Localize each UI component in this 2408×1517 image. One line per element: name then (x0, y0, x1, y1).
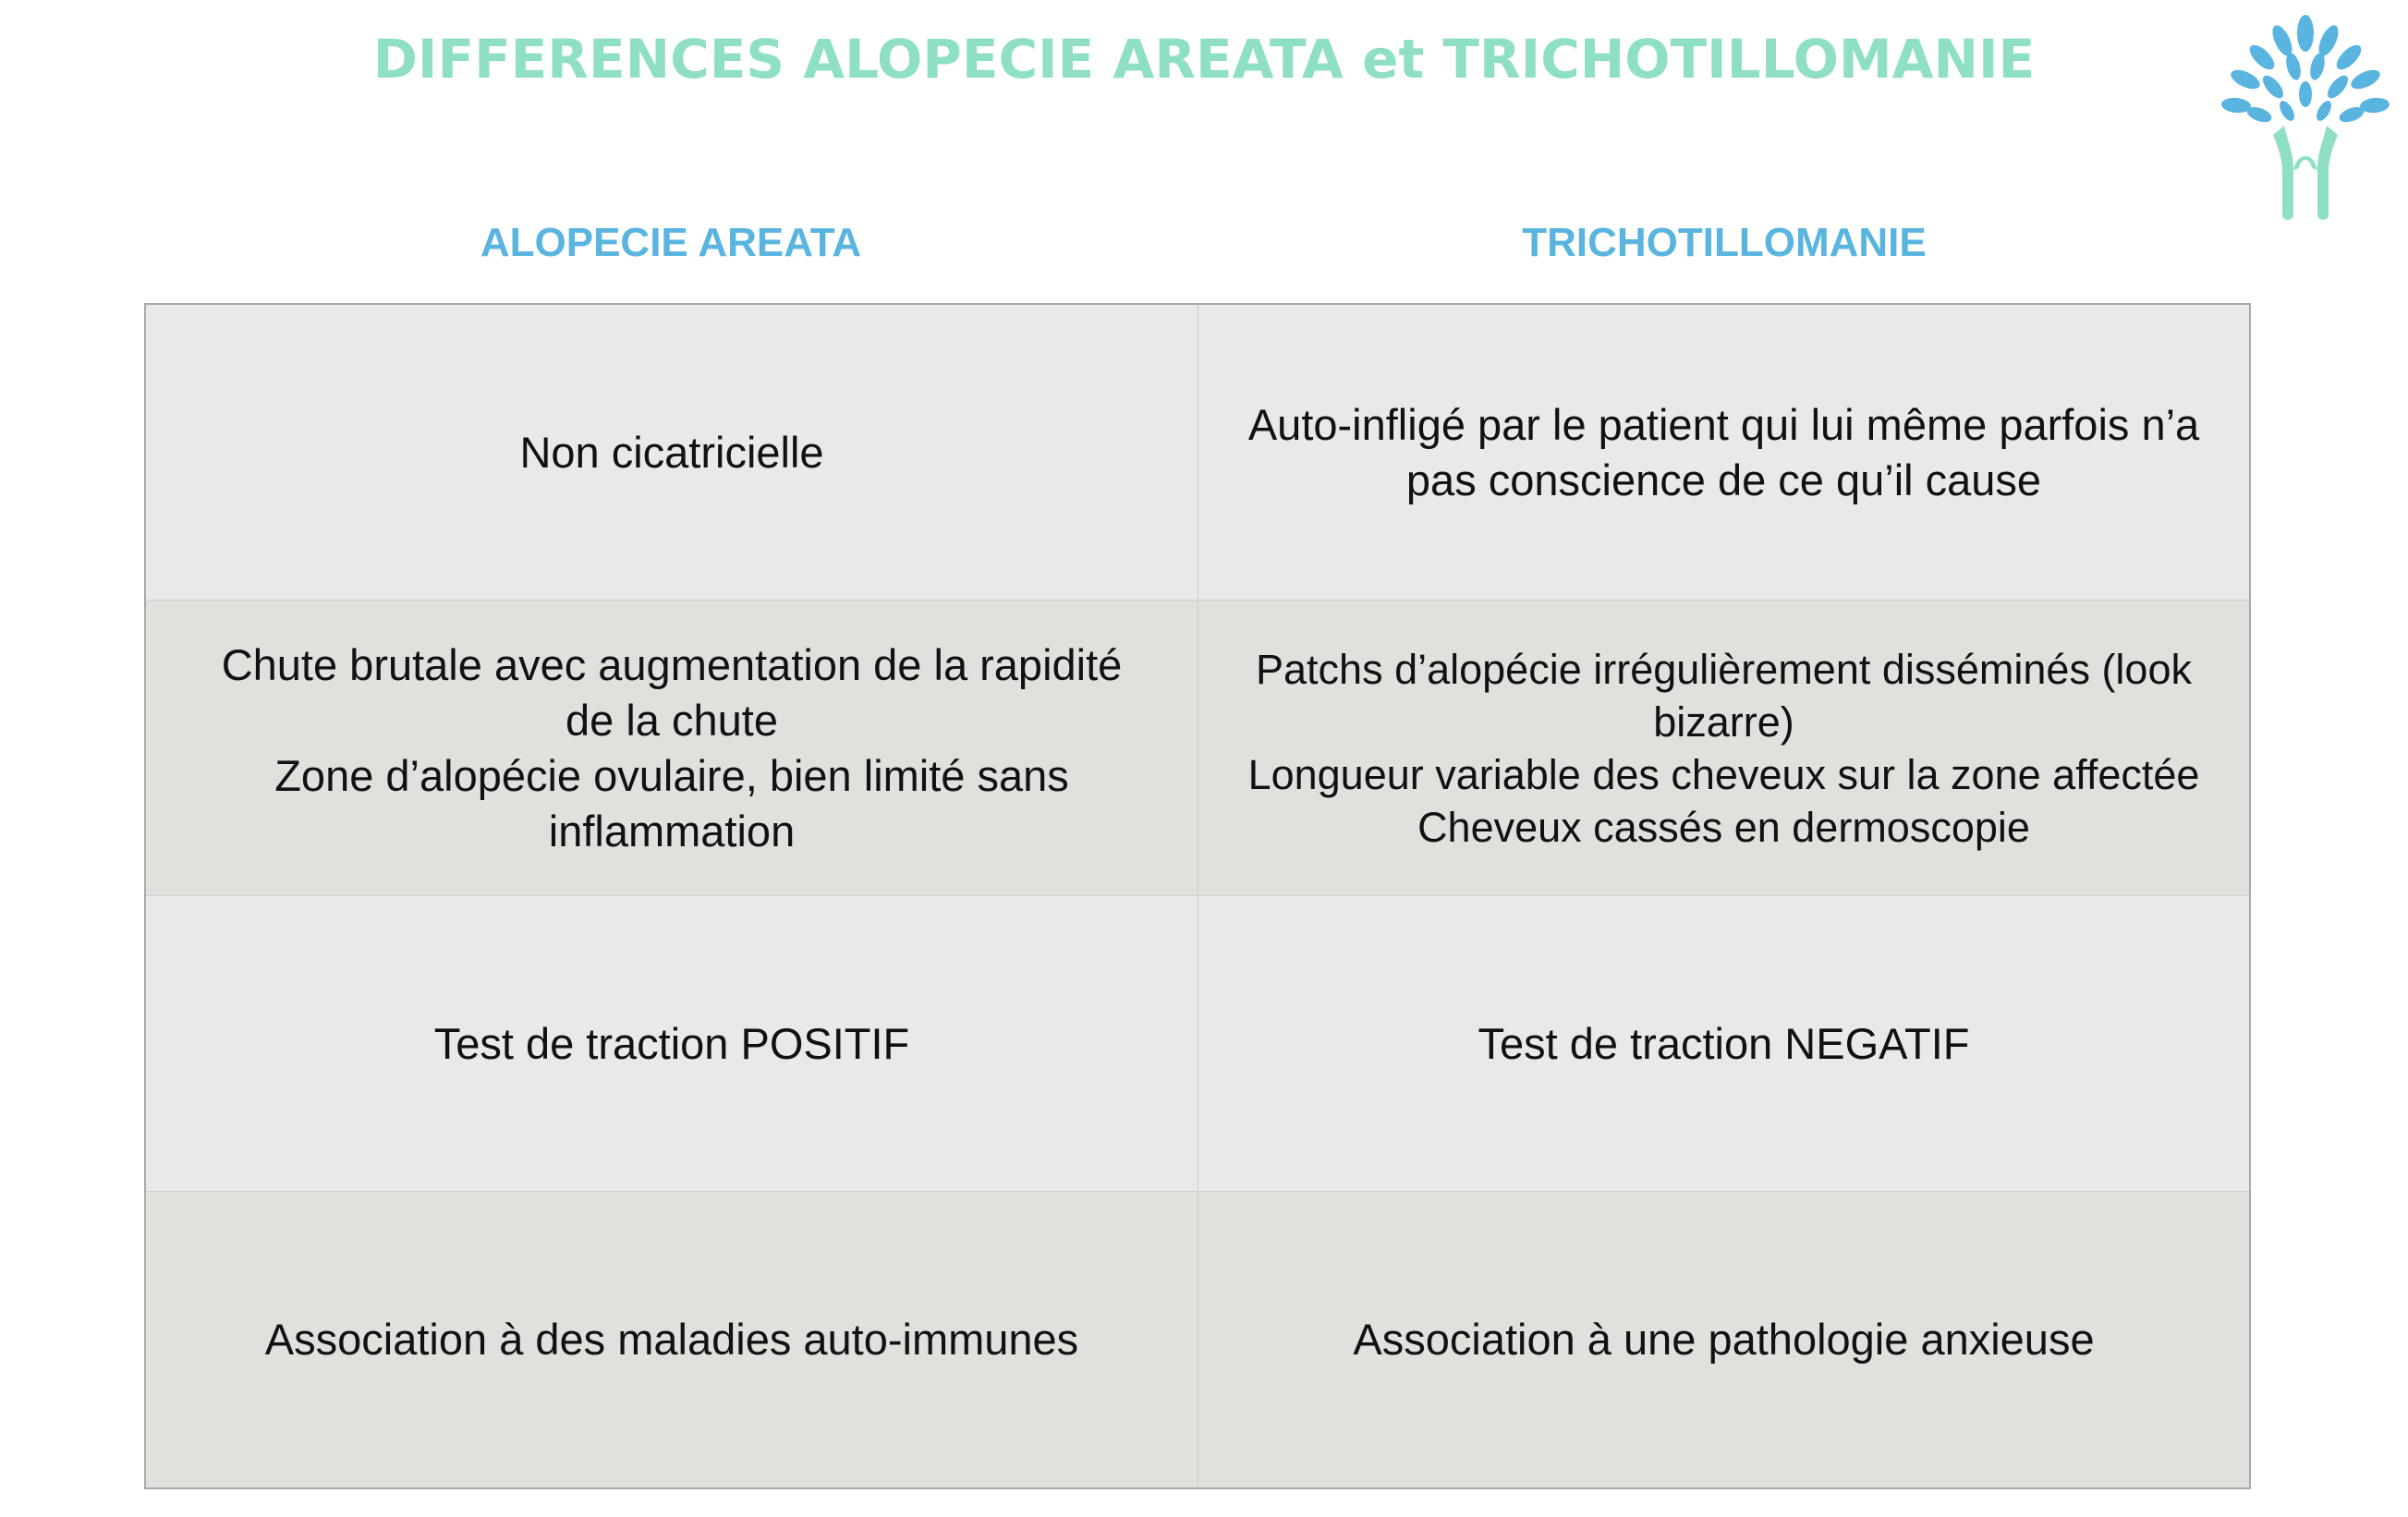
cell-line: Auto-infligé par le patient qui lui même parfois n’a (1247, 399, 2200, 449)
table-cell-alopecie-traction-test (146, 896, 1198, 1192)
cell-line: inflammation (548, 806, 796, 856)
cell-line: Non cicatricielle (519, 427, 824, 477)
table-cell-tricho-self-inflicted (1198, 305, 2249, 601)
table-cell-tricho-patches (1198, 601, 2249, 896)
comparison-table (144, 303, 2251, 1489)
cell-line: Zone d’alopécie ovulaire, bien limité sans (274, 750, 1069, 800)
column-heading-trichotillomanie: TRICHOTILLOMANIE (1522, 220, 1927, 265)
tree-logo-icon (2208, 13, 2402, 225)
page-title: DIFFERENCES ALOPECIE AREATA et TRICHOTILLOMANIE (372, 28, 2036, 91)
cell-line: Patchs d’alopécie irrégulièrement disséminés (look (1256, 645, 2192, 693)
cell-line: Test de traction NEGATIF (1478, 1018, 1970, 1068)
cell-line: Association à des maladies auto-immunes (264, 1315, 1079, 1364)
table-cell-tricho-traction-test (1198, 896, 2249, 1192)
table-cell-alopecie-onset (146, 601, 1198, 896)
cell-line: Longueur variable des cheveux sur la zone affectée (1247, 750, 2200, 798)
table-cell-alopecie-association (146, 1192, 1198, 1487)
cell-line: Chute brutale avec augmentation de la rapidité (221, 639, 1123, 689)
cell-line: bizarre) (1653, 698, 1794, 746)
table-cell-tricho-association (1198, 1192, 2249, 1487)
cell-line: Cheveux cassés en dermoscopie (1417, 803, 2030, 851)
cell-line: Association à une pathologie anxieuse (1353, 1315, 2095, 1364)
cell-line: Test de traction POSITIF (433, 1018, 910, 1068)
cell-line: de la chute (566, 695, 778, 745)
column-heading-alopecie-areata: ALOPECIE AREATA (480, 220, 862, 265)
cell-line: pas conscience de ce qu’il cause (1405, 455, 2042, 504)
table-cell-alopecie-scarring (146, 305, 1198, 601)
